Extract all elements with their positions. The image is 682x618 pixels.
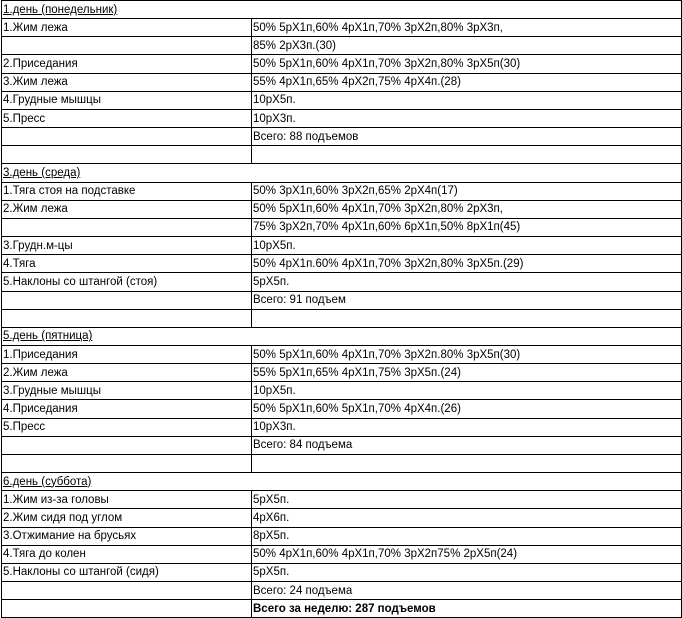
exercise-cell: 1.Жим из-за головы <box>2 491 252 509</box>
table-row <box>2 91 682 109</box>
table-row <box>2 19 682 37</box>
exercise-cell: 2.Жим сидя под углом <box>2 509 252 527</box>
scheme-cell: 50% 4рХ1п.60% 4рХ1п,70% 3рХ2п,80% 3рХ5п.(29) <box>252 255 682 273</box>
exercise-cell: 5.Наклоны со штангой (сидя) <box>2 563 252 581</box>
scheme-cell: 85% 2рХ3п.(30) <box>252 37 682 55</box>
day-title: 5.день (пятница) <box>3 330 93 343</box>
day-title: 6.день (суббота) <box>3 475 92 488</box>
table-row <box>2 345 682 363</box>
scheme-cell: 50% 4рХ1п,60% 4рХ1п,70% 3рХ2п75% 2рХ5п(24) <box>252 545 682 563</box>
table-row <box>2 454 682 472</box>
exercise-cell <box>2 218 252 236</box>
scheme-cell: 8рХ5п. <box>252 527 682 545</box>
day-header-cell <box>2 164 682 182</box>
exercise-cell: 5.Пресс <box>2 109 252 127</box>
scheme-cell: Всего: 88 подъемов <box>252 128 682 146</box>
table-row <box>2 545 682 563</box>
table-row <box>2 309 682 327</box>
exercise-cell: 1.Тяга стоя на подставке <box>2 182 252 200</box>
table-row <box>2 237 682 255</box>
exercise-cell: 5.Пресс <box>2 418 252 436</box>
scheme-cell <box>252 146 682 164</box>
scheme-cell: 50% 3рХ1п,60% 3рХ2п,65% 2рХ4п(17) <box>252 182 682 200</box>
scheme-cell: Всего: 91 подъем <box>252 291 682 309</box>
exercise-cell <box>2 309 252 327</box>
exercise-cell <box>2 436 252 454</box>
exercise-cell: 1.Жим лежа <box>2 19 252 37</box>
exercise-cell <box>2 37 252 55</box>
scheme-cell: 5рХ5п. <box>252 273 682 291</box>
exercise-cell: 2.Жим лежа <box>2 200 252 218</box>
table-row <box>2 291 682 309</box>
scheme-cell: 55% 5рХ1п,65% 4рХ1п,75% 3рХ5п.(24) <box>252 364 682 382</box>
day-header-row <box>2 327 682 345</box>
exercise-cell: 1.Приседания <box>2 345 252 363</box>
exercise-cell <box>2 600 252 618</box>
training-plan-table <box>1 0 682 618</box>
scheme-cell: 50% 5рХ1п,60% 4рХ1п,70% 3рХ2п,80% 2рХ3п, <box>252 200 682 218</box>
exercise-cell: 4.Приседания <box>2 400 252 418</box>
exercise-cell: 4.Тяга <box>2 255 252 273</box>
day-header-cell <box>2 327 682 345</box>
scheme-cell: Всего: 84 подъема <box>252 436 682 454</box>
scheme-cell <box>252 309 682 327</box>
scheme-cell: 50% 5рХ1п,60% 4рХ1п,70% 3рХ2п.80% 3рХ5п(30) <box>252 345 682 363</box>
day-header-row <box>2 164 682 182</box>
table-row <box>2 563 682 581</box>
scheme-cell: 50% 5рХ1п,60% 4рХ1п,70% 3рХ2п,80% 3рХ3п, <box>252 19 682 37</box>
table-row <box>2 509 682 527</box>
table-row <box>2 436 682 454</box>
scheme-cell: 10рХ3п. <box>252 418 682 436</box>
exercise-cell: 5.Наклоны со штангой (стоя) <box>2 273 252 291</box>
day-header-cell <box>2 473 682 491</box>
table-row <box>2 273 682 291</box>
table-row <box>2 55 682 73</box>
table-row <box>2 255 682 273</box>
day-header-row <box>2 1 682 19</box>
table-row <box>2 582 682 600</box>
exercise-cell: 4.Тяга до колен <box>2 545 252 563</box>
exercise-cell <box>2 291 252 309</box>
exercise-cell <box>2 146 252 164</box>
table-row <box>2 218 682 236</box>
table-row <box>2 128 682 146</box>
scheme-cell: 10рХ5п. <box>252 237 682 255</box>
training-plan-body <box>2 1 682 618</box>
table-row <box>2 491 682 509</box>
table-row <box>2 527 682 545</box>
exercise-cell <box>2 582 252 600</box>
exercise-cell: 3.Грудн.м-цы <box>2 237 252 255</box>
exercise-cell: 4.Грудные мышцы <box>2 91 252 109</box>
table-row <box>2 182 682 200</box>
scheme-cell: 50% 5рХ1п,60% 4рХ1п,70% 3рХ2п,80% 3рХ5п(30) <box>252 55 682 73</box>
table-row <box>2 418 682 436</box>
scheme-cell: 55% 4рХ1п,65% 4рХ2п,75% 4рХ4п.(28) <box>252 73 682 91</box>
scheme-cell: Всего: 24 подъема <box>252 582 682 600</box>
scheme-cell: 10рХ3п. <box>252 109 682 127</box>
table-row <box>2 37 682 55</box>
scheme-cell: 5рХ5п. <box>252 491 682 509</box>
day-title: 3.день (среда) <box>3 166 81 179</box>
day-header-cell <box>2 1 682 19</box>
exercise-cell: 2.Приседания <box>2 55 252 73</box>
scheme-cell: 50% 5рХ1п,60% 5рХ1п,70% 4рХ4п.(26) <box>252 400 682 418</box>
table-row <box>2 200 682 218</box>
exercise-cell: 3.Отжимание на брусьях <box>2 527 252 545</box>
table-row <box>2 109 682 127</box>
scheme-cell: 10рХ5п. <box>252 382 682 400</box>
scheme-cell: 10рХ5п. <box>252 91 682 109</box>
week-total-row <box>2 600 682 618</box>
table-row <box>2 146 682 164</box>
exercise-cell: 3.Жим лежа <box>2 73 252 91</box>
exercise-cell: 2.Жим лежа <box>2 364 252 382</box>
week-total-cell: Всего за неделю: 287 подъемов <box>252 600 682 618</box>
exercise-cell: 3.Грудные мышцы <box>2 382 252 400</box>
table-row <box>2 382 682 400</box>
scheme-cell: 75% 3рХ2п,70% 4рХ1п,60% 6рХ1п,50% 8рХ1п(45) <box>252 218 682 236</box>
day-header-row <box>2 473 682 491</box>
scheme-cell: 5рХ5п. <box>252 563 682 581</box>
table-row <box>2 364 682 382</box>
table-row <box>2 400 682 418</box>
scheme-cell <box>252 454 682 472</box>
exercise-cell <box>2 128 252 146</box>
table-row <box>2 73 682 91</box>
scheme-cell: 4рХ6п. <box>252 509 682 527</box>
day-title: 1.день (понедельник) <box>3 3 118 16</box>
exercise-cell <box>2 454 252 472</box>
